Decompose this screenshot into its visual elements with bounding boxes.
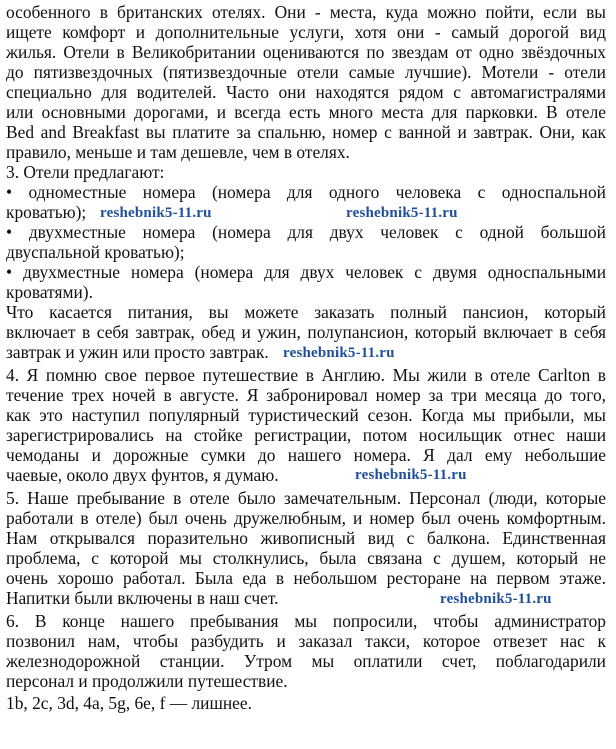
watermark-text: reshebnik5-11.ru	[440, 591, 552, 607]
text-line: чемоданы и дорожные сумки до нашего номера. Я дал ему небольшие	[6, 445, 606, 465]
text-line: или основными дорогами, и всегда есть много места для парковки. В отеле	[6, 102, 606, 122]
watermark-text: reshebnik5-11.ru	[283, 345, 395, 361]
watermark-text: reshebnik5-11.ru	[355, 467, 467, 483]
section-paragraph-6: 6. В конце нашего пребывания мы попросили, чтобы администратор	[6, 611, 606, 631]
text-line: железнодорожной станции. Утром мы оплатили счет, поблагодарили	[6, 651, 606, 671]
text-line: позвонил нам, чтобы разбудить и заказал такси, которое отвезет нас к	[6, 631, 606, 651]
text-line: зарегистрировались на стойке регистрации, потом носильщик отнес наши	[6, 425, 606, 445]
text-line: до пятизвездочных (пятизвездочные отели самые лучшие). Мотели - отели	[6, 62, 606, 82]
watermark-text: reshebnik5-11.ru	[100, 205, 212, 221]
text-line: правило, меньше и там дешевле, чем в отелях.	[6, 142, 350, 162]
text-line: завтрак и ужин или просто завтрак.	[6, 342, 269, 362]
section-heading-3: 3. Отели предлагают:	[6, 162, 165, 182]
text-line: как это наступил популярный туристический сезон. Когда мы прибыли, мы	[6, 405, 606, 425]
text-line: Что касается питания, вы можете заказать полный пансион, который	[6, 302, 606, 322]
text-line: особенного в британских отелях. Они - места, куда можно пойти, если вы	[6, 2, 606, 22]
text-line: течение трех ночей в августе. Я забронировал номер за три месяца до того,	[6, 385, 606, 405]
answer-key: 1b, 2c, 3d, 4a, 5g, 6e, f — лишнее.	[6, 693, 252, 713]
list-item: • одноместные номера (номера для одного человека с односпальной	[6, 182, 606, 202]
text-line: персонал и продолжили путешествие.	[6, 671, 288, 691]
text-line: Нам открывался поразительно живописный вид с балкона. Единственная	[6, 528, 606, 548]
watermark-text: reshebnik5-11.ru	[346, 205, 458, 221]
text-line: кроватью);	[6, 202, 87, 222]
section-paragraph-4: 4. Я помню свое первое путешествие в Англию. Мы жили в отеле Carlton в	[6, 365, 606, 385]
text-line: специально для водителей. Часто они находятся рядом с автомагистралями	[6, 82, 606, 102]
text-line: ищете комфорт и дополнительные услуги, хотя они - самый дорогой вид	[6, 22, 606, 42]
text-line: Bed and Breakfast вы платите за спальню, номер с ванной и завтрак. Они, как	[6, 122, 606, 142]
text-line: двуспальной кроватью);	[6, 242, 185, 262]
text-line: очень хорошо работал. Была еда в небольшом ресторане на первом этаже.	[6, 568, 606, 588]
list-item: • двухместные номера (номера для двух человек с двумя односпальными	[6, 262, 606, 282]
text-line: Напитки были включены в наш счет.	[6, 588, 279, 608]
text-line: включает в себя завтрак, обед и ужин, полупансион, который включает в себя	[6, 322, 606, 342]
list-item: • двухместные номера (номера для двух человек с одной большой	[6, 222, 606, 242]
text-line: проблема, с которой мы столкнулись, была связана с душем, который не	[6, 548, 606, 568]
text-line: чаевые, около двух фунтов, я думаю.	[6, 465, 279, 485]
text-line: работали в отеле) был очень дружелюбным, и номер был очень комфортным.	[6, 508, 606, 528]
text-line: жилья. Отели в Великобритании оцениваются по звездам от одно звёздочных	[6, 42, 606, 62]
text-line: кроватями).	[6, 282, 93, 302]
section-paragraph-5: 5. Наше пребывание в отеле было замечательным. Персонал (люди, которые	[6, 488, 606, 508]
